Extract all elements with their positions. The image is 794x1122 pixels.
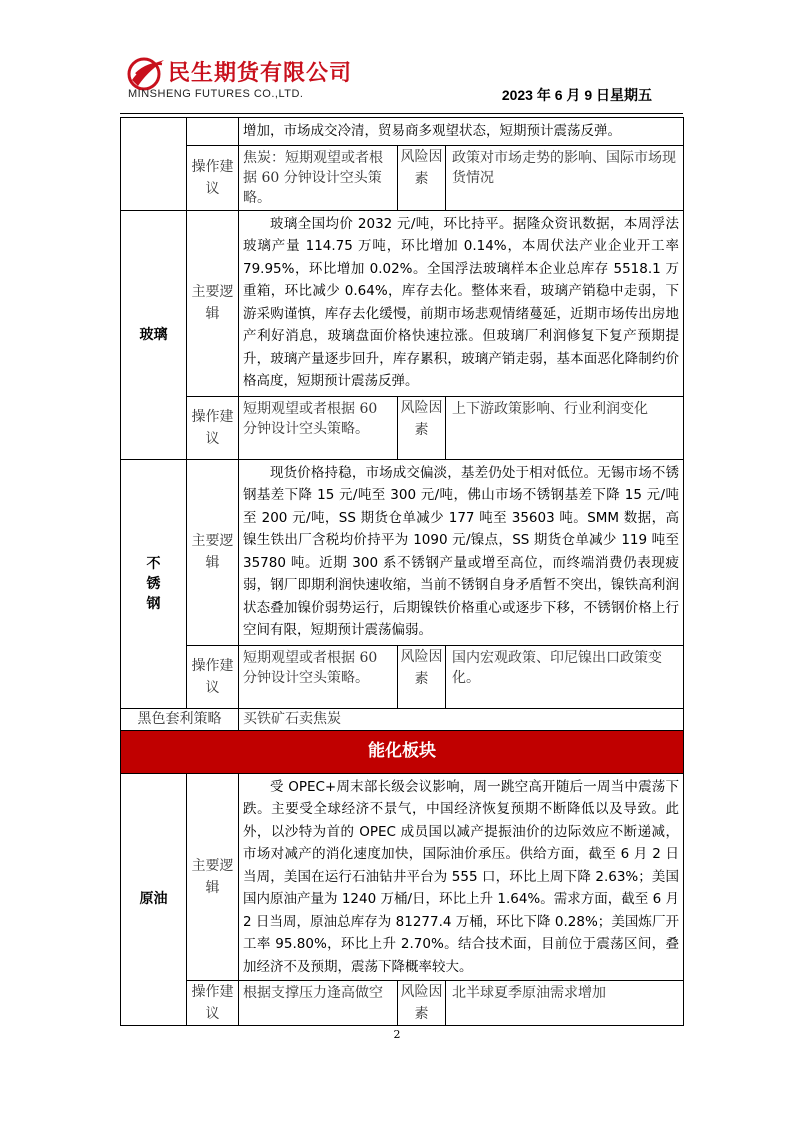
table-row: [121, 145, 684, 210]
header-rule: [120, 113, 683, 114]
label-cell-empty: [187, 118, 239, 146]
company-logo: [126, 54, 366, 104]
category-glass: 玻璃: [121, 210, 187, 459]
operation-text-crude: 根据支撑压力逢高做空: [239, 981, 398, 1026]
category-stainless-label: 不锈钢: [146, 555, 161, 612]
arbitrage-value: 买铁矿石卖焦炭: [239, 708, 684, 730]
logic-label: 主要逻辑: [187, 459, 239, 645]
operation-label: 操作建议: [187, 645, 239, 708]
table-row: [121, 730, 684, 773]
operation-label: 操作建议: [187, 396, 239, 459]
operation-text-coke: 焦炭：短期观望或者根据 60 分钟设计空头策略。: [239, 145, 398, 210]
table-row: [121, 396, 684, 459]
page-number: 2: [393, 1028, 401, 1041]
category-crude: 原油: [121, 773, 187, 1026]
operation-label: 操作建议: [187, 145, 239, 210]
risk-label: 风险因素: [398, 396, 446, 459]
risk-label: 风险因素: [398, 645, 446, 708]
table-row: [121, 981, 684, 1026]
risk-text-coke: 政策对市场走势的影响、国际市场现货情况: [446, 145, 684, 210]
logic-text-stainless: 现货价格持稳，市场成交偏淡，基差仍处于相对低位。无锡市场不锈钢基差下降 15 元/吨至 300 元/吨，佛山市场不锈钢基差下降 15 元/吨至 200 元/吨，SS 期货仓单减少 177 吨至 35603 吨。SMM 数据，高镍生铁出厂含税均价持平为 1090 元/镍点，SS 期货仓单减少 119 吨至 35780 吨。近期 300 系不锈钢产量或增至高位，而终端消费仍表现疲弱，钢厂即期利润快速收缩，当前不锈钢自身矛盾暂不突出，镍铁高利润状态叠加镍价弱势运行，后期镍铁价格重心或逐步下移，不锈钢价格上行空间有限，短期预计震荡偏弱。: [239, 459, 684, 645]
logic-label: 主要逻辑: [187, 773, 239, 981]
category-cell-continued: [121, 118, 187, 211]
table-row: [121, 773, 684, 981]
sector-banner: 能化板块: [121, 730, 684, 773]
risk-label: 风险因素: [398, 145, 446, 210]
logic-text-coke: 增加，市场成交冷清，贸易商多观望状态，短期预计震荡反弹。: [239, 118, 684, 146]
table-row: [121, 459, 684, 645]
logic-label: 主要逻辑: [187, 210, 239, 396]
risk-text-glass: 上下游政策影响、行业利润变化: [446, 396, 684, 459]
table-row: [121, 210, 684, 396]
operation-label: 操作建议: [187, 981, 239, 1026]
logic-text-crude: 受 OPEC+周末部长级会议影响，周一跳空高开随后一周当中震荡下跌。主要受全球经济不景气，中国经济恢复预期不断降低以及导致。此外，以沙特为首的 OPEC 成员国以减产提振油价的边际效应不断递减，市场对减产的消化速度加快，国际油价承压。供给方面，截至 6 月 2 日当周，美国在运行石油钻井平台为 555 口，环比上周下降 2.63%；美国国内原油产量为 1240 万桶/日，环比上升 1.64%。需求方面，截至 6 月 2 日当周，原油总库存为 81277.4 万桶，环比下降 0.28%；美国炼厂开工率 95.80%，环比上升 2.70%。结合技术面，目前位于震荡区间，叠加经济不及预期，震荡下降概率较大。: [239, 773, 684, 981]
company-name-cn: 民生期货有限公司: [168, 61, 353, 86]
logic-text-glass: 玻璃全国均价 2032 元/吨，环比持平。据隆众资讯数据，本周浮法玻璃产量 114.75 万吨，环比增加 0.14%，本周伏法产业企业开工率 79.95%，环比增加 0.02%。全国浮法玻璃样本企业总库存 5518.1 万重箱，环比减少 0.64%，库存去化。整体来看，玻璃产销稳中走弱，下游采购谨慎，库存去化缓慢，前期市场悲观情绪蔓延，近期市场传出房地产利好消息，玻璃盘面价格快速拉涨。但玻璃厂利润修复下复产预期提升，玻璃产量逐步回升，库存累积，玻璃产销走弱，基本面恶化降制约价格高度，短期预计震荡反弹。: [239, 210, 684, 396]
category-stainless: [121, 459, 187, 708]
table-row: [121, 645, 684, 708]
table-row: [121, 708, 684, 730]
arbitrage-label: 黑色套利策略: [121, 708, 239, 730]
operation-text-stainless: 短期观望或者根据 60 分钟设计空头策略。: [239, 645, 398, 708]
operation-text-glass: 短期观望或者根据 60 分钟设计空头策略。: [239, 396, 398, 459]
risk-text-crude: 北半球夏季原油需求增加: [446, 981, 684, 1026]
strategy-table: [120, 117, 684, 1026]
risk-label: 风险因素: [398, 981, 446, 1026]
table-row: [121, 118, 684, 146]
report-date: 2023 年 6 月 9 日星期五: [501, 87, 652, 103]
page-header: [0, 0, 794, 110]
risk-text-stainless: 国内宏观政策、印尼镍出口政策变化。: [446, 645, 684, 708]
company-name-en: MINSHENG FUTURES CO.,LTD.: [128, 88, 304, 100]
